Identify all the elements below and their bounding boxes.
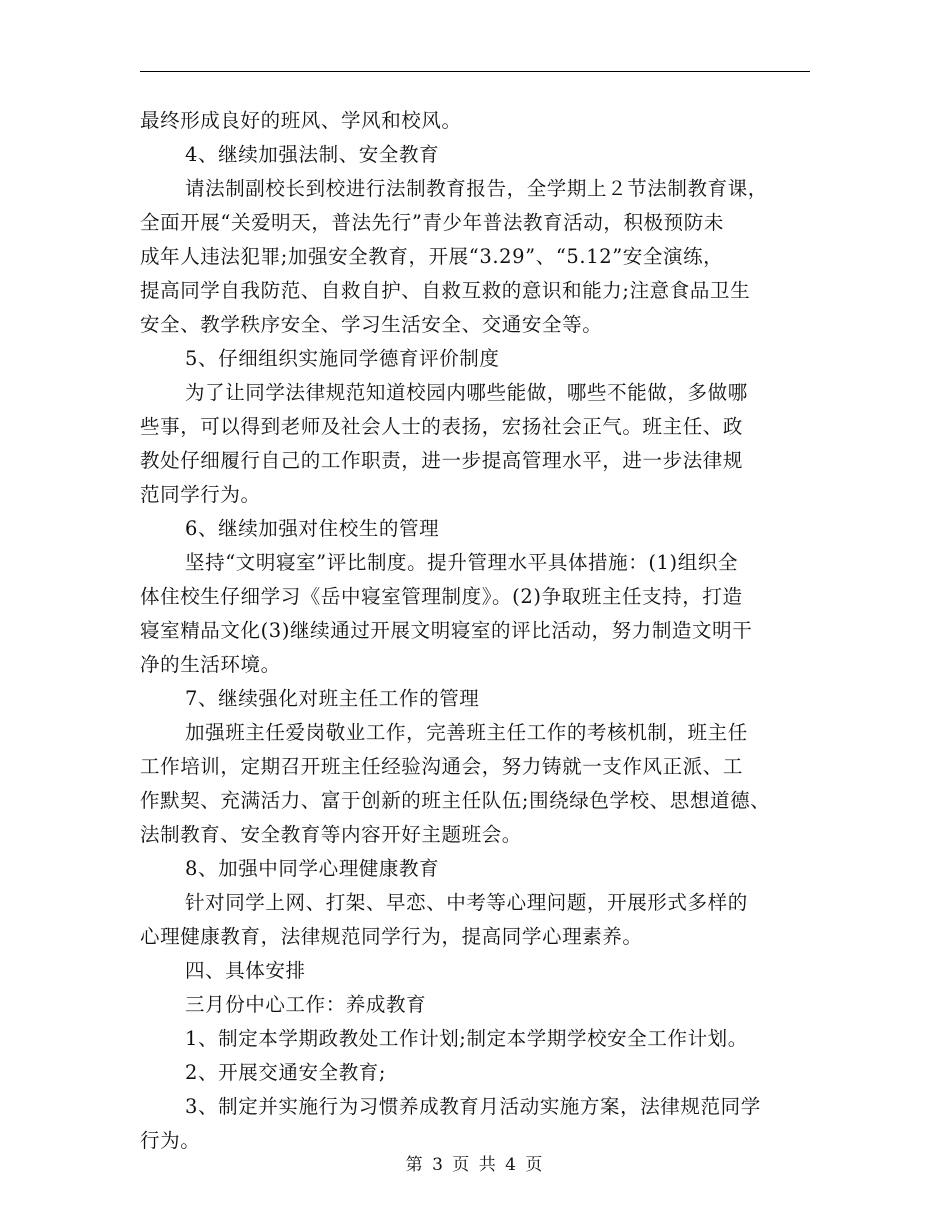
paragraph-line: 提高同学自我防范、自救自护、自救互救的意识和能力;注意食品卫生 [140,279,751,302]
paragraph-line: 最终形成良好的班风、学风和校风。 [140,109,462,132]
paragraph-line: 四、具体安排 [185,959,306,982]
paragraph-line: 体住校生仔细学习《岳中寝室管理制度》。(2)争取班主任支持，打造 [140,585,743,608]
paragraph-line: 三月份中心工作：养成教育 [185,993,427,1016]
paragraph-line: 工作培训，定期召开班主任经验沟通会，努力铸就一支作风正派、工 [140,755,744,778]
header-rule [140,71,810,72]
paragraph-line: 3、制定并实施行为习惯养成教育月活动实施方案，法律规范同学 [185,1095,761,1118]
paragraph-line: 教处仔细履行自己的工作职责，进一步提高管理水平，进一步法律规 [140,449,744,472]
paragraph-line: 1、制定本学期政教处工作计划;制定本学期学校安全工作计划。 [185,1027,748,1050]
paragraph-line: 坚持“文明寝室”评比制度。提升管理水平具体措施：(1)组织全 [185,551,739,574]
paragraph-line: 2、开展交通安全教育; [185,1061,387,1084]
document-body [140,104,812,1158]
paragraph-line: 请法制副校长到校进行法制教育报告，全学期上２节法制教育课， [185,177,768,200]
paragraph-line: 加强班主任爱岗敬业工作，完善班主任工作的考核机制，班主任 [185,721,748,744]
paragraph-line: 8、加强中同学心理健康教育 [185,857,440,880]
paragraph-line: 法制教育、安全教育等内容开好主题班会。 [140,823,522,846]
paragraph-line: 寝室精品文化(3)继续通过开展文明寝室的评比活动，努力制造文明干 [140,619,753,642]
paragraph-line: 7、继续强化对班主任工作的管理 [185,687,480,710]
paragraph-line: 成年人违法犯罪;加强安全教育，开展“3.29”、“5.12”安全演练， [140,245,724,268]
paragraph-line: 作默契、充满活力、富于创新的班主任队伍;围绕绿色学校、思想道德、 [140,789,771,812]
paragraph-line: 5、仔细组织实施同学德育评价制度 [185,347,500,370]
paragraph-line: 安全、教学秩序安全、学习生活安全、交通安全等。 [140,313,603,336]
paragraph-line: 为了让同学法律规范知道校园内哪些能做，哪些不能做，多做哪 [185,381,748,404]
paragraph-line: 范同学行为。 [140,483,261,506]
paragraph-line: 针对同学上网、打架、早恋、中考等心理问题，开展形式多样的 [185,891,748,914]
paragraph-line: 心理健康教育，法律规范同学行为，提高同学心理素养。 [140,925,643,948]
paragraph-line: 全面开展“关爱明天，普法先行”青少年普法教育活动，积极预防未 [140,211,724,234]
paragraph-line: 6、继续加强对住校生的管理 [185,517,440,540]
paragraph-line: 净的生活环境。 [140,653,281,676]
paragraph-line: 4、继续加强法制、安全教育 [185,143,440,166]
paragraph-line: 行为。 [140,1129,201,1152]
page-footer: 第 3 页 共 4 页 [405,1155,545,1175]
paragraph-line: 些事，可以得到老师及社会人士的表扬，宏扬社会正气。班主任、政 [140,415,744,438]
